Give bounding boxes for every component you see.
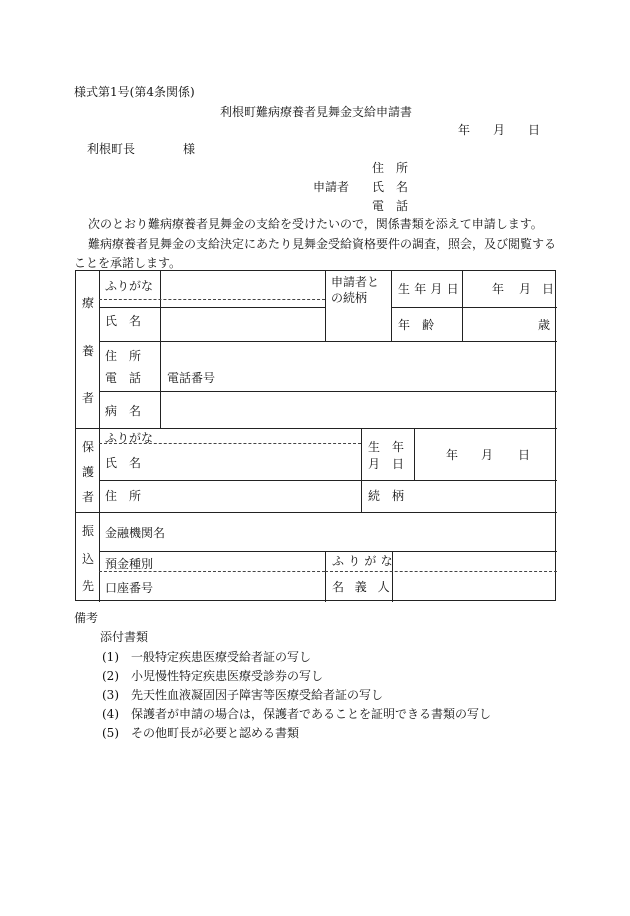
patient-age-unit: 歳: [538, 318, 551, 332]
patient-phone-value: 電話番号: [167, 371, 216, 385]
bank-institution-label: 金融機関名: [105, 526, 166, 540]
patient-birth-year: 年: [492, 282, 505, 296]
date-month-label: 月: [493, 123, 506, 137]
guardian-section-char-1: 保: [82, 440, 95, 454]
guardian-birth-year: 年: [446, 448, 459, 462]
honorific: 様: [183, 142, 196, 156]
bank-section-char-3: 先: [82, 579, 95, 593]
note-number: (3): [102, 688, 119, 702]
patient-age-label: 年 齢: [398, 318, 435, 332]
date-day-label: 日: [528, 123, 541, 137]
patient-relation-field[interactable]: [327, 309, 389, 339]
patient-relation-label-2: の続柄: [331, 291, 368, 305]
guardian-birth-month: 月: [481, 448, 494, 462]
guardian-birth-label-top: 生 年: [368, 440, 405, 454]
guardian-address-label: 住 所: [105, 489, 142, 503]
patient-birth-day: 日: [542, 282, 555, 296]
patient-section-char-3: 者: [82, 391, 95, 405]
form-number: 様式第1号(第4条関係): [74, 85, 195, 99]
note-text: 小児慢性特定疾患医療受診券の写し: [131, 669, 324, 683]
guardian-address-field[interactable]: [162, 482, 359, 510]
note-number: (4): [102, 707, 119, 721]
note-number: (2): [102, 669, 119, 683]
patient-birthdate-label: 生年月日: [398, 282, 463, 296]
patient-address-label: 住 所: [105, 349, 142, 363]
note-text: 一般特定疾患医療受給者証の写し: [131, 650, 312, 664]
bank-holder-label: 名義人: [332, 580, 401, 594]
note-text: 先天性血液凝固因子障害等医療受給者証の写し: [131, 688, 384, 702]
notes-heading: 備考: [74, 611, 99, 625]
bank-account-number-label: 口座番号: [105, 581, 154, 595]
bank-section-char-2: 込: [82, 552, 95, 566]
intro-line-3: ことを承諾します。: [74, 256, 182, 270]
guardian-furigana-label: ふりがな: [105, 431, 154, 445]
patient-phone-label: 電 話: [105, 371, 142, 385]
bank-account-number-field[interactable]: [162, 574, 322, 600]
guardian-section-char-2: 護: [82, 465, 95, 479]
form-title: 利根町難病療養者見舞金支給申請書: [220, 105, 413, 119]
bank-section-char-1: 振: [82, 524, 95, 538]
patient-disease-label: 病 名: [105, 404, 142, 418]
application-table: [75, 270, 556, 601]
guardian-birth-day: 日: [518, 448, 531, 462]
intro-line-1: 次のとおり難病療養者見舞金の支給を受けたいので，関係書類を添えて申請します。: [88, 217, 543, 231]
bank-deposit-type-label: 預金種別: [105, 557, 154, 571]
intro-line-2: 難病療養者見舞金の支給決定にあたり見舞金受給資格要件の調査，照会，及び閲覧する: [88, 237, 557, 251]
guardian-birth-label-bottom: 月 日: [368, 457, 405, 471]
patient-address-field[interactable]: [162, 343, 554, 389]
addressee: 利根町長: [87, 142, 136, 156]
note-text: その他町長が必要と認める書類: [131, 726, 300, 740]
patient-relation-label-1: 申請者と: [331, 275, 380, 289]
guardian-section-char-3: 者: [82, 490, 95, 504]
attachments-heading: 添付書類: [100, 630, 149, 644]
patient-birth-month: 月: [519, 282, 532, 296]
patient-section-char-1: 療: [82, 296, 95, 310]
guardian-name-field[interactable]: [162, 445, 359, 478]
patient-disease-field[interactable]: [162, 393, 554, 426]
guardian-name-label: 氏 名: [105, 456, 142, 470]
patient-name-field[interactable]: [162, 309, 324, 339]
note-number: (1): [102, 650, 119, 664]
date-year-label: 年: [458, 123, 471, 137]
note-number: (5): [102, 726, 119, 740]
patient-name-label: 氏 名: [105, 314, 142, 328]
note-text: 保護者が申請の場合は，保護者であることを証明できる書類の写し: [131, 707, 492, 721]
guardian-relation-label: 続 柄: [368, 489, 405, 503]
applicant-address-label: 住 所: [372, 161, 409, 175]
patient-furigana-field[interactable]: [162, 273, 324, 299]
applicant-name-label: 氏 名: [372, 180, 409, 194]
patient-section-char-2: 養: [82, 344, 95, 358]
applicant-label: 申請者: [313, 180, 350, 194]
applicant-phone-label: 電 話: [372, 199, 409, 213]
guardian-relation-field[interactable]: [416, 482, 554, 510]
bank-holder-field[interactable]: [394, 574, 554, 600]
bank-furigana-label: ふりがな: [332, 554, 397, 568]
patient-furigana-label: ふりがな: [105, 279, 154, 293]
